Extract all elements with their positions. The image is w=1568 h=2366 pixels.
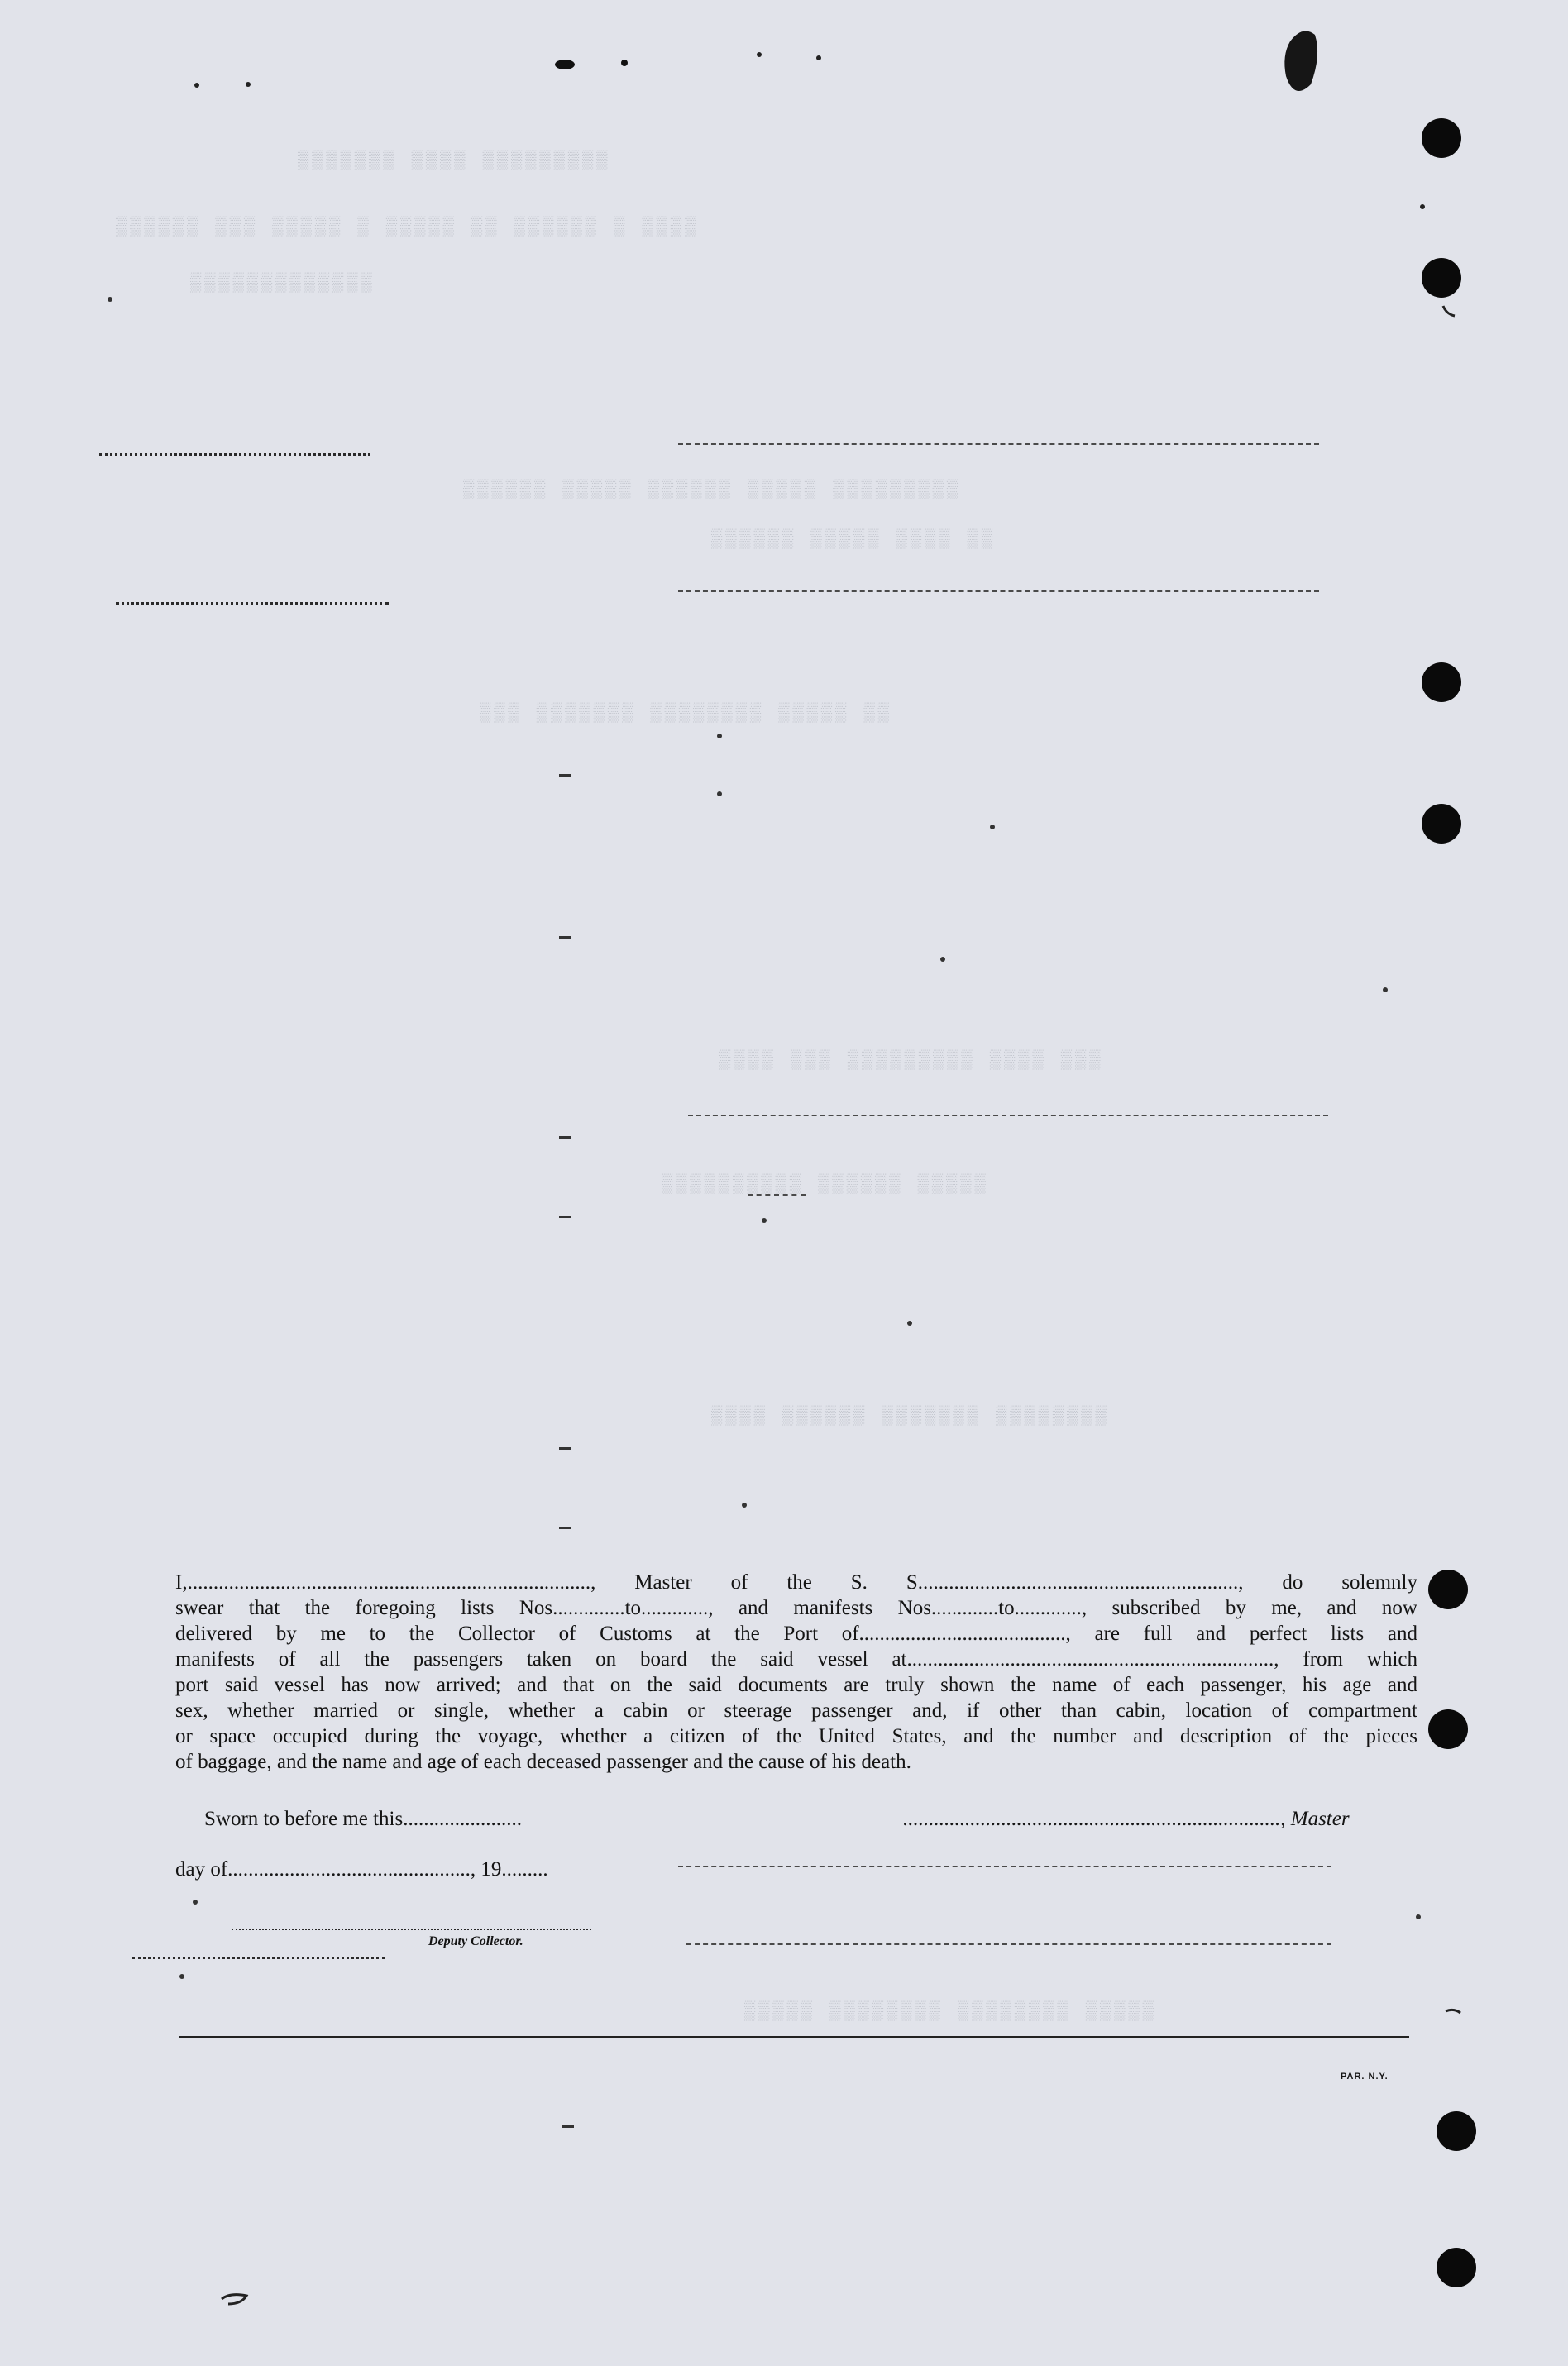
deputy-collector-label: Deputy Collector.: [428, 1934, 523, 1948]
bleed-through-text: ▒▒▒▒▒▒ ▒▒▒▒▒ ▒▒▒▒ ▒▒: [711, 529, 997, 550]
deputy-signature-dotted-line: [232, 1929, 591, 1930]
binder-hole: [1422, 118, 1461, 158]
binder-hole: [1422, 662, 1461, 702]
bleed-through-text: ▒▒▒▒▒▒▒ ▒▒▒▒ ▒▒▒▒▒▒▒▒▒: [298, 151, 611, 171]
bleed-through-text: ▒▒▒ ▒▒▒▒▒▒▒ ▒▒▒▒▒▒▒▒ ▒▒▒▒▒ ▒▒: [480, 703, 892, 724]
bottom-rule: [179, 2036, 1409, 2038]
bleed-through-text: ▒▒▒▒▒▒▒▒▒▒▒▒▒: [190, 273, 375, 294]
day-of-line: day of..............................................., 19.........: [175, 1858, 548, 1881]
oath-line: or space occupied during the voyage, whether a citizen of the United States, and the number and description of the pieces: [175, 1725, 1417, 1747]
binder-hole: [1437, 2248, 1476, 2287]
oath-line: I,.............................................................................., Master of the S. S.............................................................., do solemnly: [175, 1571, 1417, 1594]
oath-line: delivered by me to the Collector of Customs at the Port of........................................, are full and perfect lists and: [175, 1623, 1417, 1645]
bleed-through-text: ▒▒▒▒▒▒ ▒▒▒▒▒ ▒▒▒▒▒▒ ▒▒▒▒▒ ▒▒▒▒▒▒▒▒▒: [463, 480, 962, 500]
oath-line: port said vessel has now arrived; and that on the said documents are truly shown the name of each passenger, his age and: [175, 1674, 1417, 1696]
oath-line: swear that the foregoing lists Nos..............to............., and manifests Nos.............to............., subscribed by me, and now: [175, 1597, 1417, 1619]
dotted-line: [132, 1957, 385, 1959]
sworn-before-me-line: Sworn to before me this.......................: [204, 1808, 522, 1830]
oath-line: manifests of all the passengers taken on board the said vessel at......................................................................., from which: [175, 1648, 1417, 1671]
bleed-through-text: ▒▒▒▒▒▒▒▒▒▒ ▒▒▒▒▒▒ ▒▒▒▒▒: [662, 1174, 989, 1195]
oath-line: sex, whether married or single, whether a cabin or steerage passenger and, if other than cabin, location of compartment: [175, 1699, 1417, 1722]
bleed-through-text: ▒▒▒▒ ▒▒▒▒▒▒ ▒▒▒▒▒▒▒ ▒▒▒▒▒▒▒▒: [711, 1406, 1110, 1427]
oath-line: of baggage, and the name and age of each deceased passenger and the cause of his death.: [175, 1751, 911, 1773]
binder-hole: [1422, 258, 1461, 298]
master-signature-line: ........................................................................., Master: [903, 1808, 1350, 1830]
bleed-through-text: ▒▒▒▒▒ ▒▒▒▒▒▒▒▒ ▒▒▒▒▒▒▒▒ ▒▒▒▒▒: [744, 2001, 1157, 2022]
master-oath-paragraph: [175, 1570, 1417, 1775]
binder-hole: [1437, 2111, 1476, 2151]
binder-hole: [1422, 804, 1461, 844]
printer-mark: PAR. N.Y.: [1341, 2072, 1389, 2082]
binder-hole: [1428, 1709, 1468, 1749]
bleed-through-text: ▒▒▒▒▒▒ ▒▒▒ ▒▒▒▒▒ ▒ ▒▒▒▒▒ ▒▒ ▒▒▒▒▒▒ ▒ ▒▒▒▒: [116, 217, 700, 237]
bleed-through-text: ▒▒▒▒ ▒▒▒ ▒▒▒▒▒▒▒▒▒ ▒▒▒▒ ▒▒▒: [719, 1050, 1104, 1071]
binder-hole: [1428, 1570, 1468, 1609]
